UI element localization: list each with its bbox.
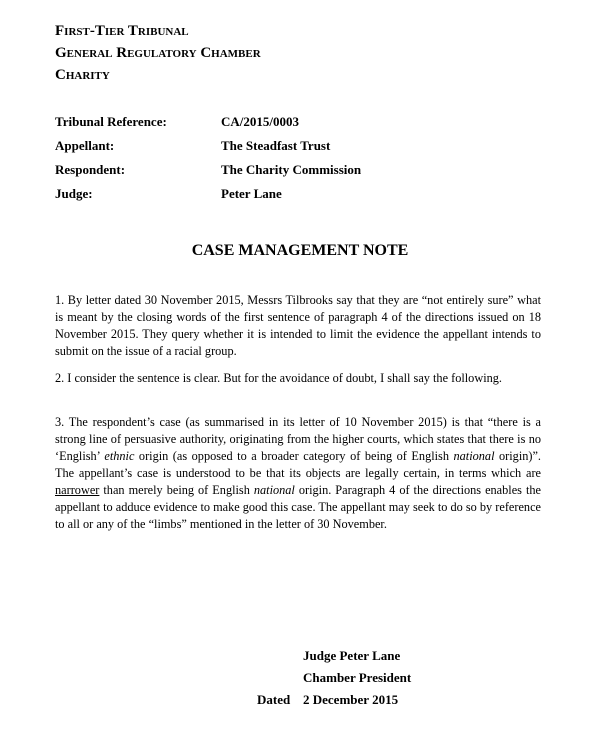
paragraph-3-text [55,414,541,533]
document-title: CASE MANAGEMENT NOTE [191,242,409,259]
paragraph-3-segment: origin (as opposed to a broader category of being of English [134,449,454,463]
case-detail-row [55,110,361,134]
emphasis-national: national [253,483,295,497]
heading-line-tribunal: First-Tier Tribunal [55,23,189,39]
case-details [55,110,361,206]
respondent-value: The Charity Commission [221,162,362,177]
case-detail-row [55,134,361,158]
emphasis-national: national [453,449,495,463]
paragraph-2 [55,370,541,387]
paragraph-3-segment: origin)”. The appellant’s case is understood to be that its objects are legally certain, in terms which are [55,449,542,480]
appellant-value: The Steadfast Trust [221,138,331,153]
case-detail-row [55,158,361,182]
paragraph-3-segment: than merely being of English [99,483,254,497]
tribunal-reference-value: CA/2015/0003 [221,114,299,129]
signature-date: 2 December 2015 [303,692,399,707]
case-detail-row [55,182,361,206]
respondent-label: Respondent: [55,162,126,177]
signature-role: Chamber President [303,670,412,685]
dated-label: Dated [257,692,291,707]
paragraph-1-text: 1. By letter dated 30 November 2015, Messrs Tilbrooks say that they are “not entirely sure” what is meant by the closing words of the first sentence of paragraph 4 of the directions issued on 18 November 2015. They query whether it is intended to limit the evidence the appellant intends to submit on the issue of a racial group. [55,293,541,358]
appellant-label: Appellant: [55,138,115,153]
underlined-narrower: narrower [55,483,100,497]
paragraph-3-segment: 3. The respondent’s case (as summarised in its letter of 10 November 2015) is that “there is a strong line of persuasive authority, originating from the higher courts, which states that there is no ‘English’ [55,415,541,463]
heading-line-charity: Charity [55,67,110,83]
paragraph-1 [55,292,541,360]
paragraph-3 [55,414,541,533]
judge-label: Judge: [55,186,93,201]
heading-line-chamber: General Regulatory Chamber [55,45,261,61]
tribunal-reference-label: Tribunal Reference: [55,114,167,129]
emphasis-ethnic: ethnic [104,449,135,463]
paragraph-2-text: 2. I consider the sentence is clear. But for the avoidance of doubt, I shall say the following. [55,371,502,385]
judge-value: Peter Lane [221,186,282,201]
tribunal-heading [55,20,261,86]
paragraph-3-segment: origin. Paragraph 4 of the directions enables the appellant to adduce evidence to make good this case. The appellant may seek to do so by reference to all or any of the “limbs” mentioned in the letter of 30 November. [55,483,541,531]
signature-name: Judge Peter Lane [303,648,401,663]
